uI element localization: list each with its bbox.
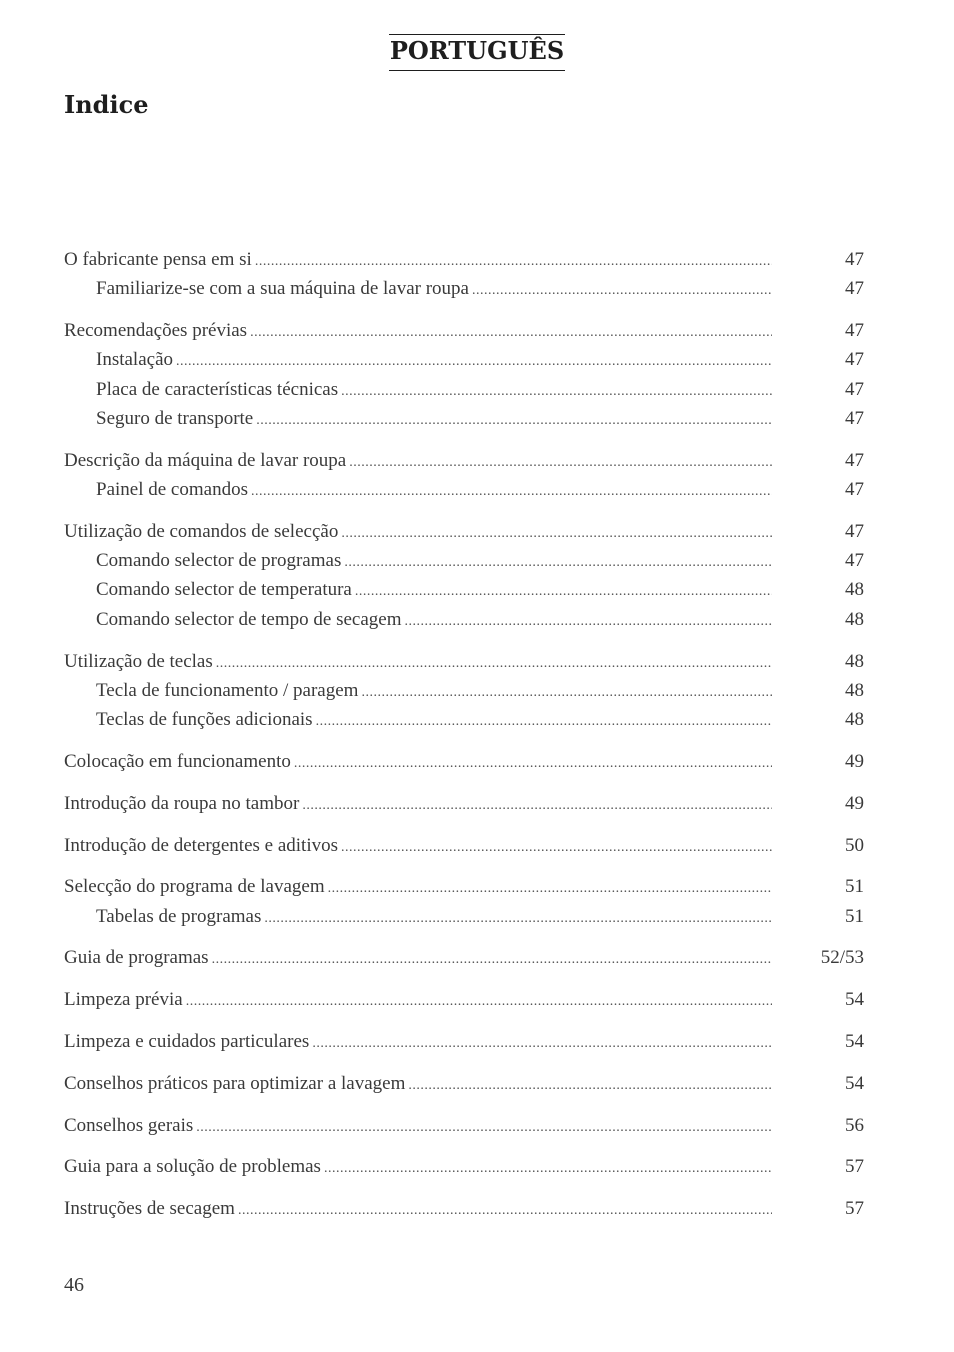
toc-entry-leader	[64, 316, 772, 347]
toc-entry	[64, 747, 864, 776]
toc-entry-leader	[64, 1194, 772, 1225]
toc-entry-leader	[64, 245, 772, 276]
toc-entry-title: Guia de programas	[64, 947, 209, 969]
toc-entry-leader	[64, 446, 772, 477]
toc-entry-leader	[64, 1069, 772, 1100]
toc-entry-title: Limpeza e cuidados particulares	[64, 1031, 310, 1053]
toc-subentry	[64, 345, 864, 374]
toc-entry-leader	[96, 375, 772, 406]
toc-entry-title: Comando selector de temperatura	[96, 579, 352, 601]
toc-entry-page: 47	[845, 349, 864, 371]
toc-entry-title: Selecção do programa de lavagem	[64, 876, 325, 898]
toc-subentry	[64, 475, 864, 504]
toc-subentry	[64, 676, 864, 705]
toc-entry-page: 47	[845, 407, 864, 429]
toc-entry-title: O fabricante pensa em si	[64, 249, 252, 270]
toc-subentry	[64, 575, 864, 604]
toc-entry-leader	[64, 747, 772, 778]
toc-entry-title: Placa de características técnicas	[96, 378, 339, 400]
toc-entry-title: Recomendações prévias	[64, 320, 248, 342]
toc-entry-leader	[96, 676, 772, 707]
toc-entry-leader	[96, 605, 772, 636]
toc-entry-title: Comando selector de tempo de secagem	[96, 608, 402, 630]
toc-entry	[64, 446, 864, 475]
toc-entry-leader	[64, 985, 772, 1016]
toc-entry-page: 54	[845, 1031, 864, 1053]
toc-entry-leader	[64, 1152, 772, 1183]
toc-entry-page: 51	[845, 876, 864, 898]
toc-entry-page: 49	[845, 792, 864, 814]
toc-entry-title: Colocação em funcionamento	[64, 750, 291, 772]
toc-group	[64, 872, 864, 931]
toc-group	[64, 943, 864, 972]
toc-entry-page: 57	[845, 1198, 864, 1220]
toc-entry-leader	[96, 705, 772, 736]
toc-group	[64, 1069, 864, 1098]
page-number: 46	[64, 1274, 84, 1296]
toc-entry	[64, 316, 864, 345]
toc-group	[64, 517, 864, 634]
toc-entry-leader	[64, 872, 772, 903]
toc-entry-page: 47	[845, 378, 864, 400]
toc-entry-page: 51	[845, 905, 864, 927]
toc-entry-leader	[96, 345, 772, 376]
toc-entry-leader	[96, 274, 772, 305]
toc-entry-leader	[64, 647, 772, 678]
toc-entry-leader	[64, 831, 772, 862]
toc-entry-title: Utilização de comandos de selecção	[64, 520, 339, 542]
toc-entry-title: Teclas de funções adicionais	[96, 709, 313, 731]
toc-entry-page: 47	[845, 550, 864, 572]
toc-entry-title: Conselhos práticos para optimizar a lavagem	[64, 1072, 406, 1094]
toc-entry-leader	[64, 1027, 772, 1058]
toc-group	[64, 1027, 864, 1056]
toc-entry-title: Utilização de teclas	[64, 650, 213, 672]
toc-entry-leader	[64, 1111, 772, 1142]
toc-group	[64, 747, 864, 776]
toc-entry	[64, 1111, 864, 1140]
toc-entry-title: Guia para a solução de problemas	[64, 1156, 321, 1178]
toc-entry-page: 48	[845, 579, 864, 601]
toc-entry	[64, 1027, 864, 1056]
toc-subentry	[64, 605, 864, 634]
toc-entry-leader	[96, 475, 772, 506]
toc-entry-page: 48	[845, 608, 864, 630]
toc-entry-page: 48	[845, 650, 864, 672]
toc-entry-page: 48	[845, 709, 864, 731]
toc-group	[64, 985, 864, 1014]
toc-entry	[64, 789, 864, 818]
toc-entry	[64, 647, 864, 676]
toc-entry-leader	[64, 789, 772, 820]
toc-group	[64, 789, 864, 818]
toc-subentry	[64, 902, 864, 931]
toc-entry-title: Painel de comandos	[96, 479, 248, 501]
toc-group	[64, 647, 864, 735]
toc-entry-title: Seguro de transporte	[96, 407, 254, 429]
toc-entry-page: 57	[845, 1156, 864, 1178]
toc-group	[64, 1152, 864, 1181]
toc-group	[64, 1194, 864, 1223]
toc-entry-page: 47	[845, 249, 864, 270]
toc-group	[64, 245, 864, 304]
language-heading	[0, 34, 954, 71]
toc-entry-page: 47	[845, 278, 864, 300]
toc-entry	[64, 1152, 864, 1181]
toc-entry-page: 50	[845, 834, 864, 856]
toc-entry	[64, 831, 864, 860]
toc-entry-title: Instruções de secagem	[64, 1198, 235, 1220]
toc-entry	[64, 943, 864, 972]
toc-entry-page: 47	[845, 479, 864, 501]
toc-subentry	[64, 375, 864, 404]
toc-group	[64, 1111, 864, 1140]
toc-entry-page: 47	[845, 520, 864, 542]
toc-group	[64, 831, 864, 860]
language-label: PORTUGUÊS	[389, 34, 565, 71]
toc-group	[64, 446, 864, 505]
toc-entry	[64, 872, 864, 901]
toc-entry-leader	[96, 546, 772, 577]
toc-entry-title: Comando selector de programas	[96, 550, 342, 572]
toc-entry-title: Limpeza prévia	[64, 989, 183, 1011]
toc-entry-leader	[96, 575, 772, 606]
toc-entry-page: 54	[845, 989, 864, 1011]
toc-entry-page: 56	[845, 1114, 864, 1136]
toc-subentry	[64, 705, 864, 734]
toc-entry-title: Tecla de funcionamento / paragem	[96, 679, 359, 701]
toc-entry	[64, 1069, 864, 1098]
toc-entry-title: Familiarize-se com a sua máquina de lavar roupa	[96, 278, 469, 300]
toc-entry-page: 52/53	[820, 947, 864, 969]
toc-entry	[64, 985, 864, 1014]
toc-entry	[64, 517, 864, 546]
toc-entry-page: 49	[845, 750, 864, 772]
toc-entry-title: Instalação	[96, 349, 174, 371]
toc-subentry	[64, 274, 864, 303]
toc-entry-leader	[96, 404, 772, 435]
toc-entry-page: 48	[845, 679, 864, 701]
toc-entry-title: Introdução de detergentes e aditivos	[64, 834, 338, 856]
toc-subentry	[64, 404, 864, 433]
toc-group	[64, 316, 864, 433]
toc-entry-title: Tabelas de programas	[96, 905, 262, 927]
toc-entry-page: 47	[845, 320, 864, 342]
toc-entry	[64, 1194, 864, 1223]
toc-entry-title: Introdução da roupa no tambor	[64, 792, 300, 814]
toc-entry-leader	[64, 943, 772, 974]
toc-entry-page: 54	[845, 1072, 864, 1094]
toc-entry-title: Conselhos gerais	[64, 1114, 194, 1136]
page-title: Indice	[64, 90, 149, 119]
table-of-contents	[64, 245, 864, 1236]
toc-entry-leader	[64, 517, 772, 548]
toc-entry-leader	[96, 902, 772, 933]
toc-entry	[64, 245, 864, 274]
toc-entry-title: Descrição da máquina de lavar roupa	[64, 449, 347, 471]
toc-subentry	[64, 546, 864, 575]
toc-entry-page: 47	[845, 449, 864, 471]
